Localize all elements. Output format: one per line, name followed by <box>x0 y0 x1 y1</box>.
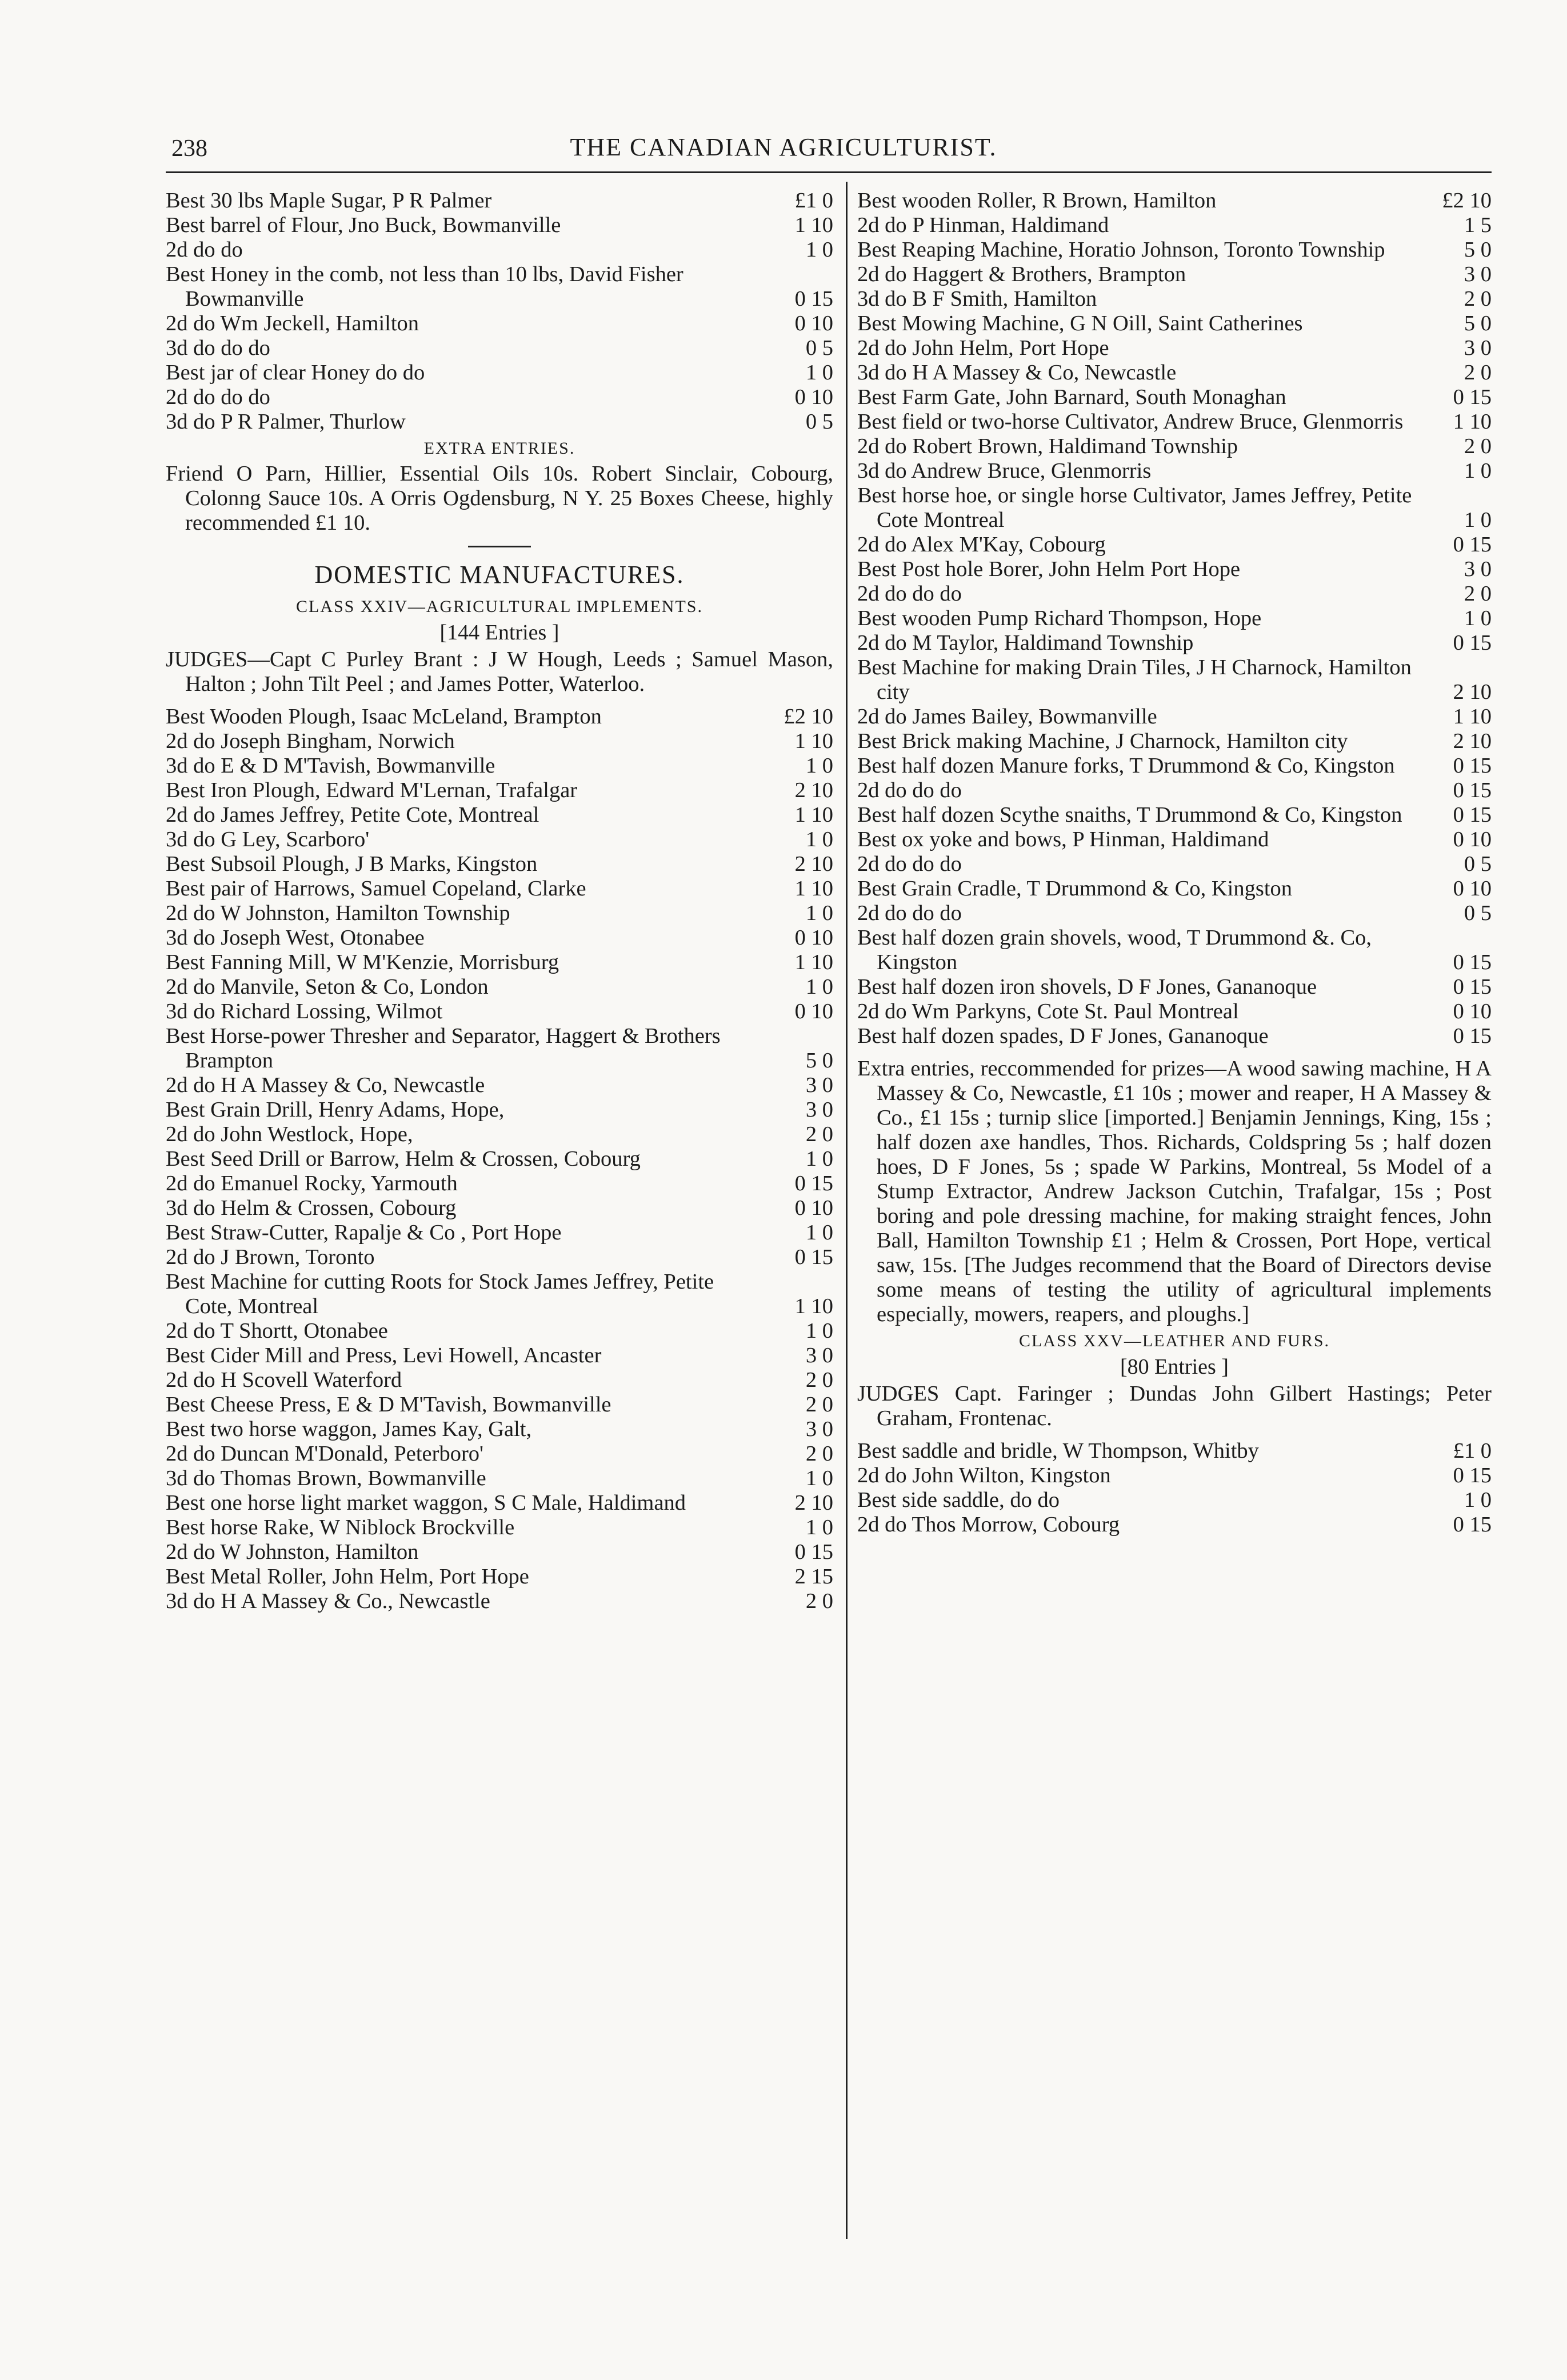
prize-amount: 0 5 <box>1464 901 1492 925</box>
prize-amount: 1 10 <box>1453 410 1492 434</box>
prize-amount: 1 5 <box>1464 213 1492 237</box>
prize-amount: 0 5 <box>805 410 833 434</box>
prize-entry <box>166 1147 833 1171</box>
entry-text: Best Honey in the comb, not less than 10 lbs, David Fisher Bowmanville <box>166 262 683 311</box>
entry-text: 2d do do do <box>857 852 962 876</box>
prize-amount: 2 0 <box>805 1368 833 1392</box>
prize-entry <box>857 287 1492 311</box>
entry-text: Best half dozen iron shovels, D F Jones, Gananoque <box>857 975 1317 999</box>
prize-entry <box>166 1221 833 1245</box>
entry-text: 2d do James Jeffrey, Petite Cote, Montreal <box>166 803 539 827</box>
prize-entry <box>857 410 1492 434</box>
entry-text: 2d do do do <box>857 778 962 802</box>
entry-text: Best barrel of Flour, Jno Buck, Bowmanville <box>166 213 561 237</box>
prize-amount: 0 10 <box>1453 999 1492 1023</box>
implement-entries <box>166 705 833 1614</box>
prize-amount: 1 0 <box>1464 606 1492 630</box>
prize-amount: 1 10 <box>794 729 833 753</box>
entry-text: Best half dozen Manure forks, T Drummond & Co, Kingston <box>857 754 1395 778</box>
entry-text: Best horse hoe, or single horse Cultivator, James Jeffrey, Petite Cote Montreal <box>857 483 1412 532</box>
entry-text: Best jar of clear Honey do do <box>166 361 425 385</box>
prize-entry <box>857 999 1492 1024</box>
prize-amount: 0 10 <box>794 1196 833 1220</box>
entry-text: 2d do Haggert & Brothers, Brampton <box>857 262 1186 286</box>
prize-entry <box>857 459 1492 483</box>
prize-entry <box>857 729 1492 754</box>
entry-text: Best Horse-power Thresher and Separator, Haggert & Brothers Brampton <box>166 1024 721 1073</box>
prize-entry <box>166 1368 833 1393</box>
entry-text: 3d do Richard Lossing, Wilmot <box>166 999 443 1023</box>
entry-text: Best Farm Gate, John Barnard, South Monaghan <box>857 385 1286 409</box>
entry-text: 2d do Alex M'Kay, Cobourg <box>857 533 1106 557</box>
prize-entry <box>857 705 1492 729</box>
prize-amount: 0 5 <box>1464 852 1492 876</box>
class-heading: CLASS XXV—LEATHER AND FURS. <box>1018 1331 1330 1350</box>
prize-entry <box>166 1417 833 1442</box>
prize-entry <box>166 262 833 311</box>
prize-entry <box>166 1491 833 1515</box>
prize-entry <box>166 1565 833 1589</box>
prize-amount: 2 0 <box>805 1589 833 1613</box>
prize-amount: £1 0 <box>1453 1439 1492 1463</box>
prize-entry <box>857 311 1492 336</box>
prize-amount: 3 0 <box>1464 336 1492 360</box>
prize-entry <box>857 631 1492 655</box>
prize-amount: 1 0 <box>805 901 833 925</box>
prize-amount: 1 0 <box>805 1466 833 1490</box>
prize-amount: 2 0 <box>805 1393 833 1417</box>
entry-text: 2d do James Bailey, Bowmanville <box>857 705 1157 729</box>
entry-text: Best Wooden Plough, Isaac McLeland, Brampton <box>166 705 602 729</box>
prize-amount: £1 0 <box>794 189 833 213</box>
entry-text: Best Seed Drill or Barrow, Helm & Crossen, Cobourg <box>166 1147 641 1171</box>
prize-amount: 1 0 <box>1464 508 1492 532</box>
prize-entry <box>857 606 1492 631</box>
entry-text: 2d do T Shortt, Otonabee <box>166 1319 388 1343</box>
entry-text: Best saddle and bridle, W Thompson, Whitby <box>857 1439 1259 1463</box>
prize-entry <box>166 1171 833 1196</box>
prize-amount: 0 15 <box>1453 385 1492 409</box>
entry-text: Best Brick making Machine, J Charnock, Hamilton city <box>857 729 1348 753</box>
prize-entry <box>857 1463 1492 1488</box>
prize-entry <box>166 926 833 950</box>
prize-entry <box>857 877 1492 901</box>
entry-text: 2d do J Brown, Toronto <box>166 1245 375 1269</box>
prize-amount: 1 10 <box>794 803 833 827</box>
entry-text: 2d do do <box>166 238 243 262</box>
entry-text: Best Fanning Mill, W M'Kenzie, Morrisburg <box>166 950 559 974</box>
entry-text: 3d do Thomas Brown, Bowmanville <box>166 1466 486 1490</box>
prize-entry <box>857 778 1492 803</box>
prize-amount: 2 0 <box>1464 434 1492 458</box>
entry-text: Best half dozen spades, D F Jones, Gananoque <box>857 1024 1269 1048</box>
prize-entry <box>166 238 833 262</box>
prize-amount: 0 15 <box>794 1171 833 1195</box>
prize-amount: 3 0 <box>805 1073 833 1097</box>
entry-text: Best half dozen Scythe snaiths, T Drummond & Co, Kingston <box>857 803 1402 827</box>
prize-amount: 0 10 <box>794 385 833 409</box>
prize-entry <box>166 705 833 729</box>
entry-text: Best wooden Roller, R Brown, Hamilton <box>857 189 1217 213</box>
prize-entry <box>857 361 1492 385</box>
prize-amount: 1 0 <box>805 1319 833 1343</box>
prize-amount: 0 10 <box>794 926 833 950</box>
prize-amount: 3 0 <box>805 1343 833 1367</box>
prize-entry <box>166 827 833 852</box>
prize-entry <box>166 1515 833 1540</box>
prize-amount: 1 0 <box>1464 459 1492 483</box>
prize-amount: 3 0 <box>805 1417 833 1441</box>
prize-amount: 1 0 <box>805 827 833 851</box>
entry-text: 2d do Emanuel Rocky, Yarmouth <box>166 1171 458 1195</box>
prize-entry <box>166 385 833 410</box>
entry-text: 3d do G Ley, Scarboro' <box>166 827 370 851</box>
prize-entry <box>857 434 1492 459</box>
prize-entry <box>166 1073 833 1098</box>
prize-entry <box>166 1540 833 1565</box>
entry-text: 3d do H A Massey & Co, Newcastle <box>857 361 1177 385</box>
prize-entry <box>166 877 833 901</box>
entry-text: Best Post hole Borer, John Helm Port Hope <box>857 557 1241 581</box>
prize-amount: 0 15 <box>1453 1513 1492 1537</box>
prize-amount: 1 10 <box>794 213 833 237</box>
judges-text: JUDGES Capt. Faringer ; Dundas John Gilbert Hastings; Peter Graham, Frontenac. <box>857 1382 1492 1430</box>
prize-amount: 0 15 <box>1453 975 1492 999</box>
prize-entry <box>166 901 833 926</box>
prize-entry <box>857 1488 1492 1513</box>
prize-entry <box>166 1024 833 1073</box>
entry-text: 3d do B F Smith, Hamilton <box>857 287 1097 311</box>
entry-text: 2d do Wm Parkyns, Cote St. Paul Montreal <box>857 999 1239 1023</box>
entry-text: 2d do Wm Jeckell, Hamilton <box>166 311 419 335</box>
prize-amount: 2 10 <box>794 852 833 876</box>
prize-amount: 1 0 <box>805 1147 833 1171</box>
prize-amount: 2 15 <box>794 1565 833 1589</box>
prize-entry <box>166 729 833 754</box>
entry-text: Best pair of Harrows, Samuel Copeland, Clarke <box>166 877 586 901</box>
prize-amount: £2 10 <box>783 705 833 729</box>
prize-amount: 1 0 <box>805 754 833 778</box>
page-number: 238 <box>171 135 207 162</box>
prize-amount: 0 10 <box>794 999 833 1023</box>
entry-text: 3d do Helm & Crossen, Cobourg <box>166 1196 457 1220</box>
prize-amount: 0 15 <box>1453 1463 1492 1487</box>
leather-entries <box>857 1439 1492 1537</box>
prize-entry <box>857 1024 1492 1049</box>
entry-text: Best two horse waggon, James Kay, Galt, <box>166 1417 532 1441</box>
entry-text: Best Straw-Cutter, Rapalje & Co , Port Hope <box>166 1221 562 1245</box>
section-separator <box>468 546 531 547</box>
entry-text: 2d do P Hinman, Haldimand <box>857 213 1109 237</box>
entry-text: Best Mowing Machine, G N Oill, Saint Catherines <box>857 311 1303 335</box>
section-heading: DOMESTIC MANUFACTURES. <box>314 561 685 589</box>
entry-text: Best half dozen grain shovels, wood, T Drummond &. Co, Kingston <box>857 926 1372 974</box>
prize-entry <box>857 852 1492 877</box>
prize-amount: 0 15 <box>1453 950 1492 974</box>
entry-text: 2d do H A Massey & Co, Newcastle <box>166 1073 485 1097</box>
running-header-title: THE CANADIAN AGRICULTURIST. <box>570 133 997 161</box>
prize-amount: 2 10 <box>794 1491 833 1515</box>
prize-entry <box>857 533 1492 557</box>
prize-entry <box>166 1393 833 1417</box>
entry-text: 2d do do do <box>857 901 962 925</box>
entry-text: Best wooden Pump Richard Thompson, Hope <box>857 606 1262 630</box>
prize-amount: 2 10 <box>1453 680 1492 704</box>
entry-text: 3d do E & D M'Tavish, Bowmanville <box>166 754 495 778</box>
prize-amount: 0 15 <box>1453 803 1492 827</box>
prize-entry <box>857 238 1492 262</box>
prize-amount: 0 15 <box>794 287 833 311</box>
prize-entry <box>857 926 1492 975</box>
entry-text: Best Machine for making Drain Tiles, J H Charnock, Hamilton city <box>857 655 1412 704</box>
prize-amount: 3 0 <box>805 1098 833 1122</box>
prize-entry <box>166 336 833 361</box>
prize-entry <box>857 262 1492 287</box>
entry-text: Best Subsoil Plough, J B Marks, Kingston <box>166 852 538 876</box>
entry-text: Best Machine for cutting Roots for Stock James Jeffrey, Petite Cote, Montreal <box>166 1270 714 1318</box>
prize-entry <box>857 754 1492 778</box>
prize-entry <box>857 557 1492 582</box>
prize-amount: 0 15 <box>794 1540 833 1564</box>
extra-entries-text: Friend O Parn, Hillier, Essential Oils 10s. Robert Sinclair, Cobourg, Colonng Sauce 10s. A Orris Ogdensburg, N Y. 25 Boxes Cheese, highly recommended £1 10. <box>166 462 833 535</box>
entry-text: 2d do Robert Brown, Haldimand Township <box>857 434 1238 458</box>
prize-entry <box>166 1122 833 1147</box>
prize-entry <box>166 1343 833 1368</box>
prize-amount: 1 10 <box>794 950 833 974</box>
prize-entry <box>857 213 1492 238</box>
class-heading: CLASS XXIV—AGRICULTURAL IMPLEMENTS. <box>296 597 703 616</box>
prize-entry <box>166 410 833 434</box>
prize-entry <box>166 852 833 877</box>
entry-text: Best Grain Drill, Henry Adams, Hope, <box>166 1098 505 1122</box>
header-rule <box>166 171 1492 173</box>
entry-text: 2d do H Scovell Waterford <box>166 1368 402 1392</box>
entry-text: 2d do Manvile, Seton & Co, London <box>166 975 489 999</box>
entry-text: Best Grain Cradle, T Drummond & Co, Kingston <box>857 877 1293 901</box>
prize-entry <box>166 1196 833 1221</box>
entry-text: 2d do John Wilton, Kingston <box>857 1463 1111 1487</box>
prize-amount: 1 10 <box>794 877 833 901</box>
prize-entry <box>857 803 1492 827</box>
prize-entry <box>166 803 833 827</box>
prize-entry <box>166 189 833 213</box>
prize-entry <box>857 189 1492 213</box>
prize-amount: 1 0 <box>1464 1488 1492 1512</box>
prize-entry <box>857 582 1492 606</box>
entry-text: 2d do Thos Morrow, Cobourg <box>857 1513 1120 1537</box>
entry-text: Best Cider Mill and Press, Levi Howell, Ancaster <box>166 1343 602 1367</box>
prize-entry <box>166 975 833 999</box>
entry-text: 2d do M Taylor, Haldimand Township <box>857 631 1194 655</box>
prize-entry <box>857 975 1492 999</box>
entry-text: 2d do Duncan M'Donald, Peterboro' <box>166 1442 483 1466</box>
entry-text: 3d do P R Palmer, Thurlow <box>166 410 406 434</box>
entry-text: Best one horse light market waggon, S C Male, Haldimand <box>166 1491 686 1515</box>
prize-amount: 1 0 <box>805 1515 833 1539</box>
prize-amount: 0 15 <box>1453 778 1492 802</box>
entry-text: 2d do Joseph Bingham, Norwich <box>166 729 455 753</box>
prize-entry <box>166 1270 833 1319</box>
prize-amount: 2 10 <box>794 778 833 802</box>
prize-entry <box>166 950 833 975</box>
entry-text: 2d do do do <box>166 385 270 409</box>
prize-amount: 2 0 <box>1464 361 1492 385</box>
entry-text: Best 30 lbs Maple Sugar, P R Palmer <box>166 189 492 213</box>
extra-entries-heading: EXTRA ENTRIES. <box>423 439 575 458</box>
entry-text: Best Iron Plough, Edward M'Lernan, Trafalgar <box>166 778 578 802</box>
prize-entry <box>166 778 833 803</box>
prize-amount: 2 0 <box>805 1442 833 1466</box>
column-divider <box>846 182 848 2239</box>
judges-text: JUDGES—Capt C Purley Brant : J W Hough, Leeds ; Samuel Mason, Halton ; John Tilt Peel ; and James Potter, Waterloo. <box>166 647 833 696</box>
extra-entries-text: Extra entries, reccommended for prizes—A wood sawing machine, H A Massey & Co, Newcastle, £1 10s ; mower and reaper, H A Massey & Co., £1 15s ; turnip slice [imported.] Benjamin Jennings, King, 15s ; half dozen axe handles, Thos. Richards, Coldspring 5s ; half dozen hoes, D F Jones, 5s ; spade W Parkins, Montreal, 5s Model of a Stump Extractor, Andrew Jackson Cutchin, Trafalgar, 15s ; Post boring and pole dressing machine, for making straight fences, John Ball, Hamilton Township £1 ; Helm & Crossen, Port Hope, vertical saw, 15s. [The Judges recommend that the Board of Directors devise some means of testing the utility of agricultural implements especially, mowers, reapers, and ploughs.] <box>857 1057 1492 1326</box>
left-column <box>166 189 833 2246</box>
prize-amount: 0 10 <box>794 311 833 335</box>
entry-text: 2d do John Westlock, Hope, <box>166 1122 413 1146</box>
entries-count: [144 Entries ] <box>439 621 559 645</box>
entry-text: 2d do do do <box>857 582 962 606</box>
entry-text: Best horse Rake, W Niblock Brockville <box>166 1515 515 1539</box>
entry-text: Best Cheese Press, E & D M'Tavish, Bowmanville <box>166 1393 611 1417</box>
entry-text: 2d do W Johnston, Hamilton <box>166 1540 419 1564</box>
prize-entry <box>857 1439 1492 1463</box>
prize-entry <box>166 1466 833 1491</box>
prize-amount: 3 0 <box>1464 557 1492 581</box>
prize-amount: 0 15 <box>1453 533 1492 557</box>
prize-entry <box>857 336 1492 361</box>
entry-text: Best side saddle, do do <box>857 1488 1060 1512</box>
prize-amount: 1 0 <box>805 238 833 262</box>
prize-entry <box>166 213 833 238</box>
prize-amount: 1 0 <box>805 361 833 385</box>
prize-amount: 5 0 <box>1464 311 1492 335</box>
prize-amount: 1 10 <box>794 1294 833 1318</box>
prize-entry <box>857 385 1492 410</box>
prize-amount: 0 15 <box>1453 631 1492 655</box>
prize-entry <box>166 754 833 778</box>
entry-text: 3d do Joseph West, Otonabee <box>166 926 425 950</box>
prize-amount: 2 0 <box>805 1122 833 1146</box>
prize-entry <box>166 1245 833 1270</box>
prize-amount: 0 10 <box>1453 827 1492 851</box>
right-column <box>857 189 1492 2246</box>
prize-amount: 5 0 <box>1464 238 1492 262</box>
prize-amount: 2 0 <box>1464 582 1492 606</box>
prize-entry <box>857 901 1492 926</box>
prize-amount: 3 0 <box>1464 262 1492 286</box>
prize-entry <box>857 1513 1492 1537</box>
prize-entry <box>166 1319 833 1343</box>
entries-count: [80 Entries ] <box>1120 1355 1229 1379</box>
prize-entry <box>857 483 1492 533</box>
prize-entry <box>166 311 833 336</box>
prize-amount: 5 0 <box>805 1049 833 1073</box>
entry-text: 3d do H A Massey & Co., Newcastle <box>166 1589 490 1613</box>
produce-entries <box>166 189 833 434</box>
prize-entry <box>166 999 833 1024</box>
prize-amount: 1 0 <box>805 975 833 999</box>
prize-entry <box>166 1442 833 1466</box>
prize-entry <box>166 1589 833 1614</box>
entry-text: Best field or two-horse Cultivator, Andrew Bruce, Glenmorris <box>857 410 1404 434</box>
prize-amount: 0 15 <box>794 1245 833 1269</box>
prize-entry <box>857 827 1492 852</box>
entry-text: 3d do do do <box>166 336 270 360</box>
prize-amount: 0 10 <box>1453 877 1492 901</box>
prize-amount: 0 15 <box>1453 1024 1492 1048</box>
prize-entry <box>857 655 1492 705</box>
entry-text: 2d do John Helm, Port Hope <box>857 336 1109 360</box>
prize-amount: 1 0 <box>805 1221 833 1245</box>
prize-entry <box>166 361 833 385</box>
prize-entry <box>166 1098 833 1122</box>
implement-entries-continued <box>857 189 1492 1049</box>
prize-amount: 0 15 <box>1453 754 1492 778</box>
prize-amount: 2 10 <box>1453 729 1492 753</box>
entry-text: Best Reaping Machine, Horatio Johnson, Toronto Township <box>857 238 1385 262</box>
entry-text: Best Metal Roller, John Helm, Port Hope <box>166 1565 529 1589</box>
entry-text: Best ox yoke and bows, P Hinman, Haldimand <box>857 827 1269 851</box>
prize-amount: 2 0 <box>1464 287 1492 311</box>
prize-amount: £2 10 <box>1442 189 1492 213</box>
entry-text: 3d do Andrew Bruce, Glenmorris <box>857 459 1152 483</box>
prize-amount: 0 5 <box>805 336 833 360</box>
entry-text: 2d do W Johnston, Hamilton Township <box>166 901 510 925</box>
prize-amount: 1 10 <box>1453 705 1492 729</box>
